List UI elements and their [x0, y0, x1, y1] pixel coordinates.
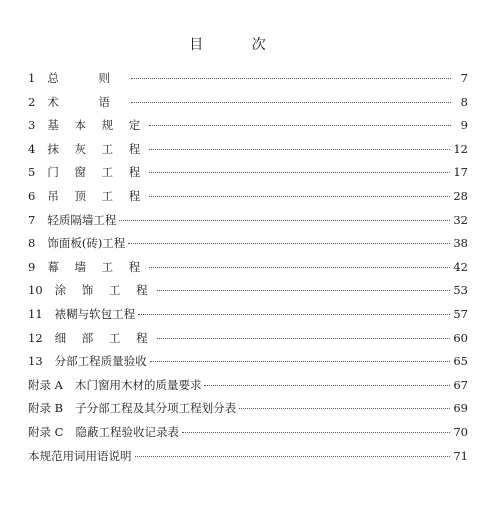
toc-entry-page: 65: [453, 354, 468, 369]
toc-leader-dots: [131, 78, 451, 79]
toc-entry-title: 轻质隔墙工程: [47, 212, 117, 227]
toc-entry[interactable]: [28, 188, 468, 212]
toc-entry-number: 13: [28, 354, 43, 369]
toc-entry[interactable]: [28, 353, 468, 377]
toc-leader-dots: [135, 456, 451, 457]
toc-entry-number: 4: [28, 141, 36, 156]
toc-leader-dots: [157, 290, 451, 291]
toc-entry-page: 17: [453, 165, 468, 180]
toc-entry-title: 子分部工程及其分项工程划分表: [75, 401, 237, 416]
toc-entry[interactable]: [28, 400, 468, 424]
toc-leader-dots: [150, 361, 451, 362]
toc-entry-number: 10: [28, 283, 43, 298]
toc-entry-page: 32: [453, 212, 468, 227]
toc-entry-page: 8: [460, 94, 468, 109]
toc-leader-dots: [119, 220, 450, 221]
toc-entry-number: 附录 B: [28, 401, 64, 416]
toc-entry-title: 吊 顶 工 程: [47, 188, 147, 203]
toc-entry-title: 基 本 规 定: [47, 118, 147, 133]
toc-entry[interactable]: [28, 141, 468, 165]
toc-entry-page: 69: [453, 401, 468, 416]
toc-entry[interactable]: [28, 330, 468, 354]
toc-leader-dots: [149, 172, 450, 173]
toc-leader-dots: [128, 243, 450, 244]
toc-leader-dots: [157, 338, 451, 339]
toc-entry-title: 分部工程质量验收: [54, 354, 147, 369]
toc-list: [28, 70, 468, 471]
toc-leader-dots: [149, 125, 451, 126]
toc-leader-dots: [204, 385, 450, 386]
toc-entry-number: 1: [28, 71, 36, 85]
toc-entry[interactable]: [28, 70, 468, 94]
toc-title: 目 次: [189, 37, 288, 53]
toc-entry-page: 70: [453, 424, 468, 439]
toc-entry-number: 11: [28, 306, 43, 321]
toc-entry[interactable]: [28, 377, 468, 401]
toc-leader-dots: [149, 149, 450, 150]
toc-entry-title: 隐蔽工程验收记录表: [75, 424, 179, 439]
toc-leader-dots: [239, 408, 450, 409]
toc-entry[interactable]: [28, 117, 468, 141]
toc-entry-number: 附录 A: [28, 377, 63, 392]
toc-entry-title: 总 则: [47, 71, 128, 85]
toc-entry-page: 71: [453, 448, 468, 463]
toc-entry-page: 12: [453, 141, 468, 156]
toc-entry-title: 饰面板(砖)工程: [47, 236, 126, 251]
toc-entry[interactable]: [28, 212, 468, 236]
toc-entry-page: 67: [453, 377, 468, 392]
toc-entry[interactable]: [28, 424, 468, 448]
toc-entry-number: 附录 C: [28, 424, 64, 439]
toc-leader-dots: [149, 267, 450, 268]
toc-entry[interactable]: [28, 282, 468, 306]
toc-entry-number: 9: [28, 259, 36, 274]
toc-entry-title: 抹 灰 工 程: [47, 141, 147, 156]
toc-entry-number: 2: [28, 94, 36, 109]
toc-entry[interactable]: [28, 164, 468, 188]
toc-entry-title: 幕 墙 工 程: [47, 259, 147, 274]
toc-entry-title: 裱糊与软包工程: [54, 306, 136, 321]
toc-entry-title: 涂 饰 工 程: [54, 283, 154, 298]
toc-entry[interactable]: [28, 306, 468, 330]
toc-entry[interactable]: [28, 448, 468, 472]
toc-entry-title: 门 窗 工 程: [47, 165, 147, 180]
toc-entry-page: 53: [453, 283, 468, 298]
toc-entry[interactable]: [28, 235, 468, 259]
toc-entry-page: 42: [453, 259, 468, 274]
toc-entry-title: 本规范用词用语说明: [28, 448, 132, 463]
toc-leader-dots: [131, 102, 451, 103]
toc-leader-dots: [138, 314, 450, 315]
toc-entry-page: 60: [453, 330, 468, 345]
toc-entry-page: 38: [453, 236, 468, 251]
toc-entry[interactable]: [28, 259, 468, 283]
toc-entry-page: 28: [453, 188, 468, 203]
toc-entry-page: 7: [460, 71, 468, 85]
toc-entry-number: 5: [28, 165, 36, 180]
toc-entry-number: 8: [28, 236, 36, 251]
toc-entry-number: 12: [28, 330, 43, 345]
toc-entry-number: 6: [28, 188, 36, 203]
toc-leader-dots: [149, 196, 450, 197]
toc-entry-number: 7: [28, 212, 36, 227]
toc-entry-number: 3: [28, 118, 36, 133]
toc-entry-page: 57: [453, 306, 468, 321]
toc-entry-title: 术 语: [47, 94, 128, 109]
toc-entry-title: 细 部 工 程: [54, 330, 154, 345]
toc-leader-dots: [182, 432, 450, 433]
toc-entry-page: 9: [460, 118, 468, 133]
toc-entry-title: 木门窗用木材的质量要求: [74, 377, 202, 392]
toc-entry[interactable]: [28, 94, 468, 118]
